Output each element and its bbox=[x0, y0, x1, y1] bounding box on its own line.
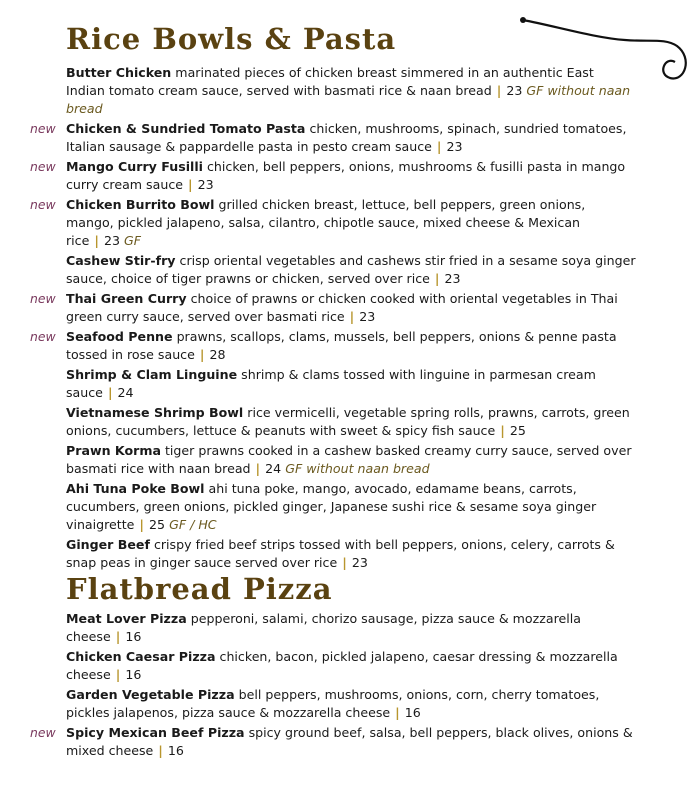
menu-item bbox=[66, 252, 636, 288]
menu-item-description: prawns, scallops, clams, mussels, bell peppers, onions & penne pasta tossed in rose sauce bbox=[66, 329, 617, 362]
menu-item-name: Butter Chicken bbox=[66, 65, 172, 80]
menu-item-description: spicy ground beef, salsa, bell peppers, black olives, onions & mixed cheese bbox=[66, 725, 633, 758]
menu-item-description: crispy fried beef strips tossed with bell peppers, onions, celery, carrots & snap peas in ginger sauce served over rice bbox=[66, 537, 615, 570]
menu-item-price: 23 bbox=[444, 271, 461, 286]
menu-item-description: pepperoni, salami, chorizo sausage, pizza sauce & mozzarella cheese bbox=[66, 611, 581, 644]
menu-item-price: 28 bbox=[209, 347, 226, 362]
price-separator: | bbox=[139, 517, 145, 532]
price-separator: | bbox=[107, 385, 113, 400]
flatbread-pizza-list bbox=[30, 610, 636, 762]
menu-item-name: Spicy Mexican Beef Pizza bbox=[66, 725, 245, 740]
menu-item-description: rice vermicelli, vegetable spring rolls, prawns, carrots, green onions, cucumbers, lettuce & peanuts with sweet & spicy fish sauce bbox=[66, 405, 630, 438]
menu-item bbox=[66, 610, 636, 646]
section-title-flatbread-pizza: Flatbread Pizza bbox=[66, 572, 333, 606]
menu-item-name: Seafood Penne bbox=[66, 329, 173, 344]
price-separator: | bbox=[255, 461, 261, 476]
menu-item-price: 24 bbox=[265, 461, 282, 476]
menu-item-description: crisp oriental vegetables and cashews stir fried in a sesame soya ginger sauce, choice of tiger prawns or chicken, served over rice bbox=[66, 253, 636, 286]
menu-item-price: 23 bbox=[446, 139, 463, 154]
menu-item bbox=[30, 724, 636, 760]
dietary-note: GF / HC bbox=[169, 517, 217, 532]
menu-item-description: shrimp & clams tossed with linguine in parmesan cream sauce bbox=[66, 367, 596, 400]
menu-item bbox=[30, 120, 636, 156]
menu-item-name: Thai Green Curry bbox=[66, 291, 187, 306]
menu-item-description: chicken, bell peppers, onions, mushrooms & fusilli pasta in mango curry cream sauce bbox=[66, 159, 626, 192]
menu-item-description: ahi tuna poke, mango, avocado, edamame beans, carrots, cucumbers, green onions, pickled ginger, Japanese sushi rice & sesame soya ginger vinaigrette bbox=[66, 481, 597, 532]
menu-item-price: 16 bbox=[404, 705, 421, 720]
menu-item bbox=[66, 404, 636, 440]
menu-item-description: choice of prawns or chicken cooked with oriental vegetables in Thai green curry sauce, served over basmati rice bbox=[66, 291, 618, 324]
menu-item-price: 23 bbox=[506, 83, 523, 98]
menu-item-name: Ginger Beef bbox=[66, 537, 150, 552]
new-tag: new bbox=[30, 121, 56, 136]
menu-item bbox=[66, 686, 636, 722]
menu-item-price: 25 bbox=[149, 517, 166, 532]
price-separator: | bbox=[349, 309, 355, 324]
menu-item-name: Prawn Korma bbox=[66, 443, 161, 458]
menu-item-name: Chicken & Sundried Tomato Pasta bbox=[66, 121, 306, 136]
menu-item-price: 24 bbox=[117, 385, 134, 400]
menu-item bbox=[30, 196, 636, 250]
price-separator: | bbox=[500, 423, 505, 438]
menu-item-name: Chicken Caesar Pizza bbox=[66, 649, 216, 664]
menu-item-description: marinated pieces of chicken breast simmered in an authentic East Indian tomato cream sauce, served with basmati rice & naan bread bbox=[66, 65, 594, 98]
menu-item bbox=[66, 648, 636, 684]
menu-item bbox=[66, 366, 636, 402]
menu-item bbox=[66, 480, 636, 534]
section-title-rice-bowls: Rice Bowls & Pasta bbox=[66, 22, 397, 56]
menu-item bbox=[30, 290, 636, 326]
menu-item bbox=[66, 64, 636, 118]
dietary-note: GF without naan bread bbox=[66, 83, 631, 116]
menu-item-price: 23 bbox=[351, 555, 368, 570]
menu-item-description: grilled chicken breast, lettuce, bell peppers, green onions, mango, pickled jalapeno, salsa, cilantro, chipotle sauce, mixed cheese & Mexican rice bbox=[66, 197, 586, 248]
price-separator: | bbox=[199, 347, 205, 362]
menu-item-name: Cashew Stir-fry bbox=[66, 253, 176, 268]
menu-item bbox=[30, 158, 636, 194]
rice-bowls-list bbox=[30, 64, 636, 574]
menu-item-price: 23 bbox=[197, 177, 214, 192]
price-separator: | bbox=[115, 667, 121, 682]
price-separator: | bbox=[434, 271, 440, 286]
menu-item bbox=[66, 442, 636, 478]
menu-item-description: bell peppers, mushrooms, onions, corn, cherry tomatoes, pickles jalapenos, pizza sauce & mozzarella cheese bbox=[66, 687, 600, 720]
menu-item-name: Shrimp & Clam Linguine bbox=[66, 367, 238, 382]
new-tag: new bbox=[30, 329, 56, 344]
dietary-note: GF without naan bread bbox=[285, 461, 430, 476]
price-separator: | bbox=[188, 177, 193, 192]
price-separator: | bbox=[115, 629, 121, 644]
dietary-note: GF bbox=[124, 233, 142, 248]
menu-item-description: chicken, mushrooms, spinach, sundried tomatoes, Italian sausage & pappardelle pasta in pesto cream sauce bbox=[66, 121, 627, 154]
menu-item-name: Meat Lover Pizza bbox=[66, 611, 187, 626]
menu-item-name: Garden Vegetable Pizza bbox=[66, 687, 235, 702]
menu-item-price: 16 bbox=[125, 629, 142, 644]
menu-item-price: 23 bbox=[359, 309, 376, 324]
menu-item-price: 23 bbox=[103, 233, 120, 248]
menu-item-name: Mango Curry Fusilli bbox=[66, 159, 203, 174]
new-tag: new bbox=[30, 197, 56, 212]
price-separator: | bbox=[436, 139, 442, 154]
price-separator: | bbox=[158, 743, 163, 758]
menu-item-price: 25 bbox=[509, 423, 526, 438]
menu-item-description: tiger prawns cooked in a cashew basked creamy curry sauce, served over basmati rice with naan bread bbox=[66, 443, 632, 476]
new-tag: new bbox=[30, 725, 56, 740]
menu-item-description: chicken, bacon, pickled jalapeno, caesar dressing & mozzarella cheese bbox=[66, 649, 618, 682]
price-separator: | bbox=[395, 705, 400, 720]
menu-item bbox=[66, 536, 636, 572]
menu-item-price: 16 bbox=[125, 667, 142, 682]
price-separator: | bbox=[496, 83, 502, 98]
new-tag: new bbox=[30, 159, 56, 174]
price-separator: | bbox=[94, 233, 99, 248]
menu-item-price: 16 bbox=[167, 743, 184, 758]
menu-item-name: Vietnamese Shrimp Bowl bbox=[66, 405, 244, 420]
new-tag: new bbox=[30, 291, 56, 306]
menu-item bbox=[30, 328, 636, 364]
menu-item-name: Chicken Burrito Bowl bbox=[66, 197, 215, 212]
menu-item-name: Ahi Tuna Poke Bowl bbox=[66, 481, 205, 496]
price-separator: | bbox=[342, 555, 347, 570]
